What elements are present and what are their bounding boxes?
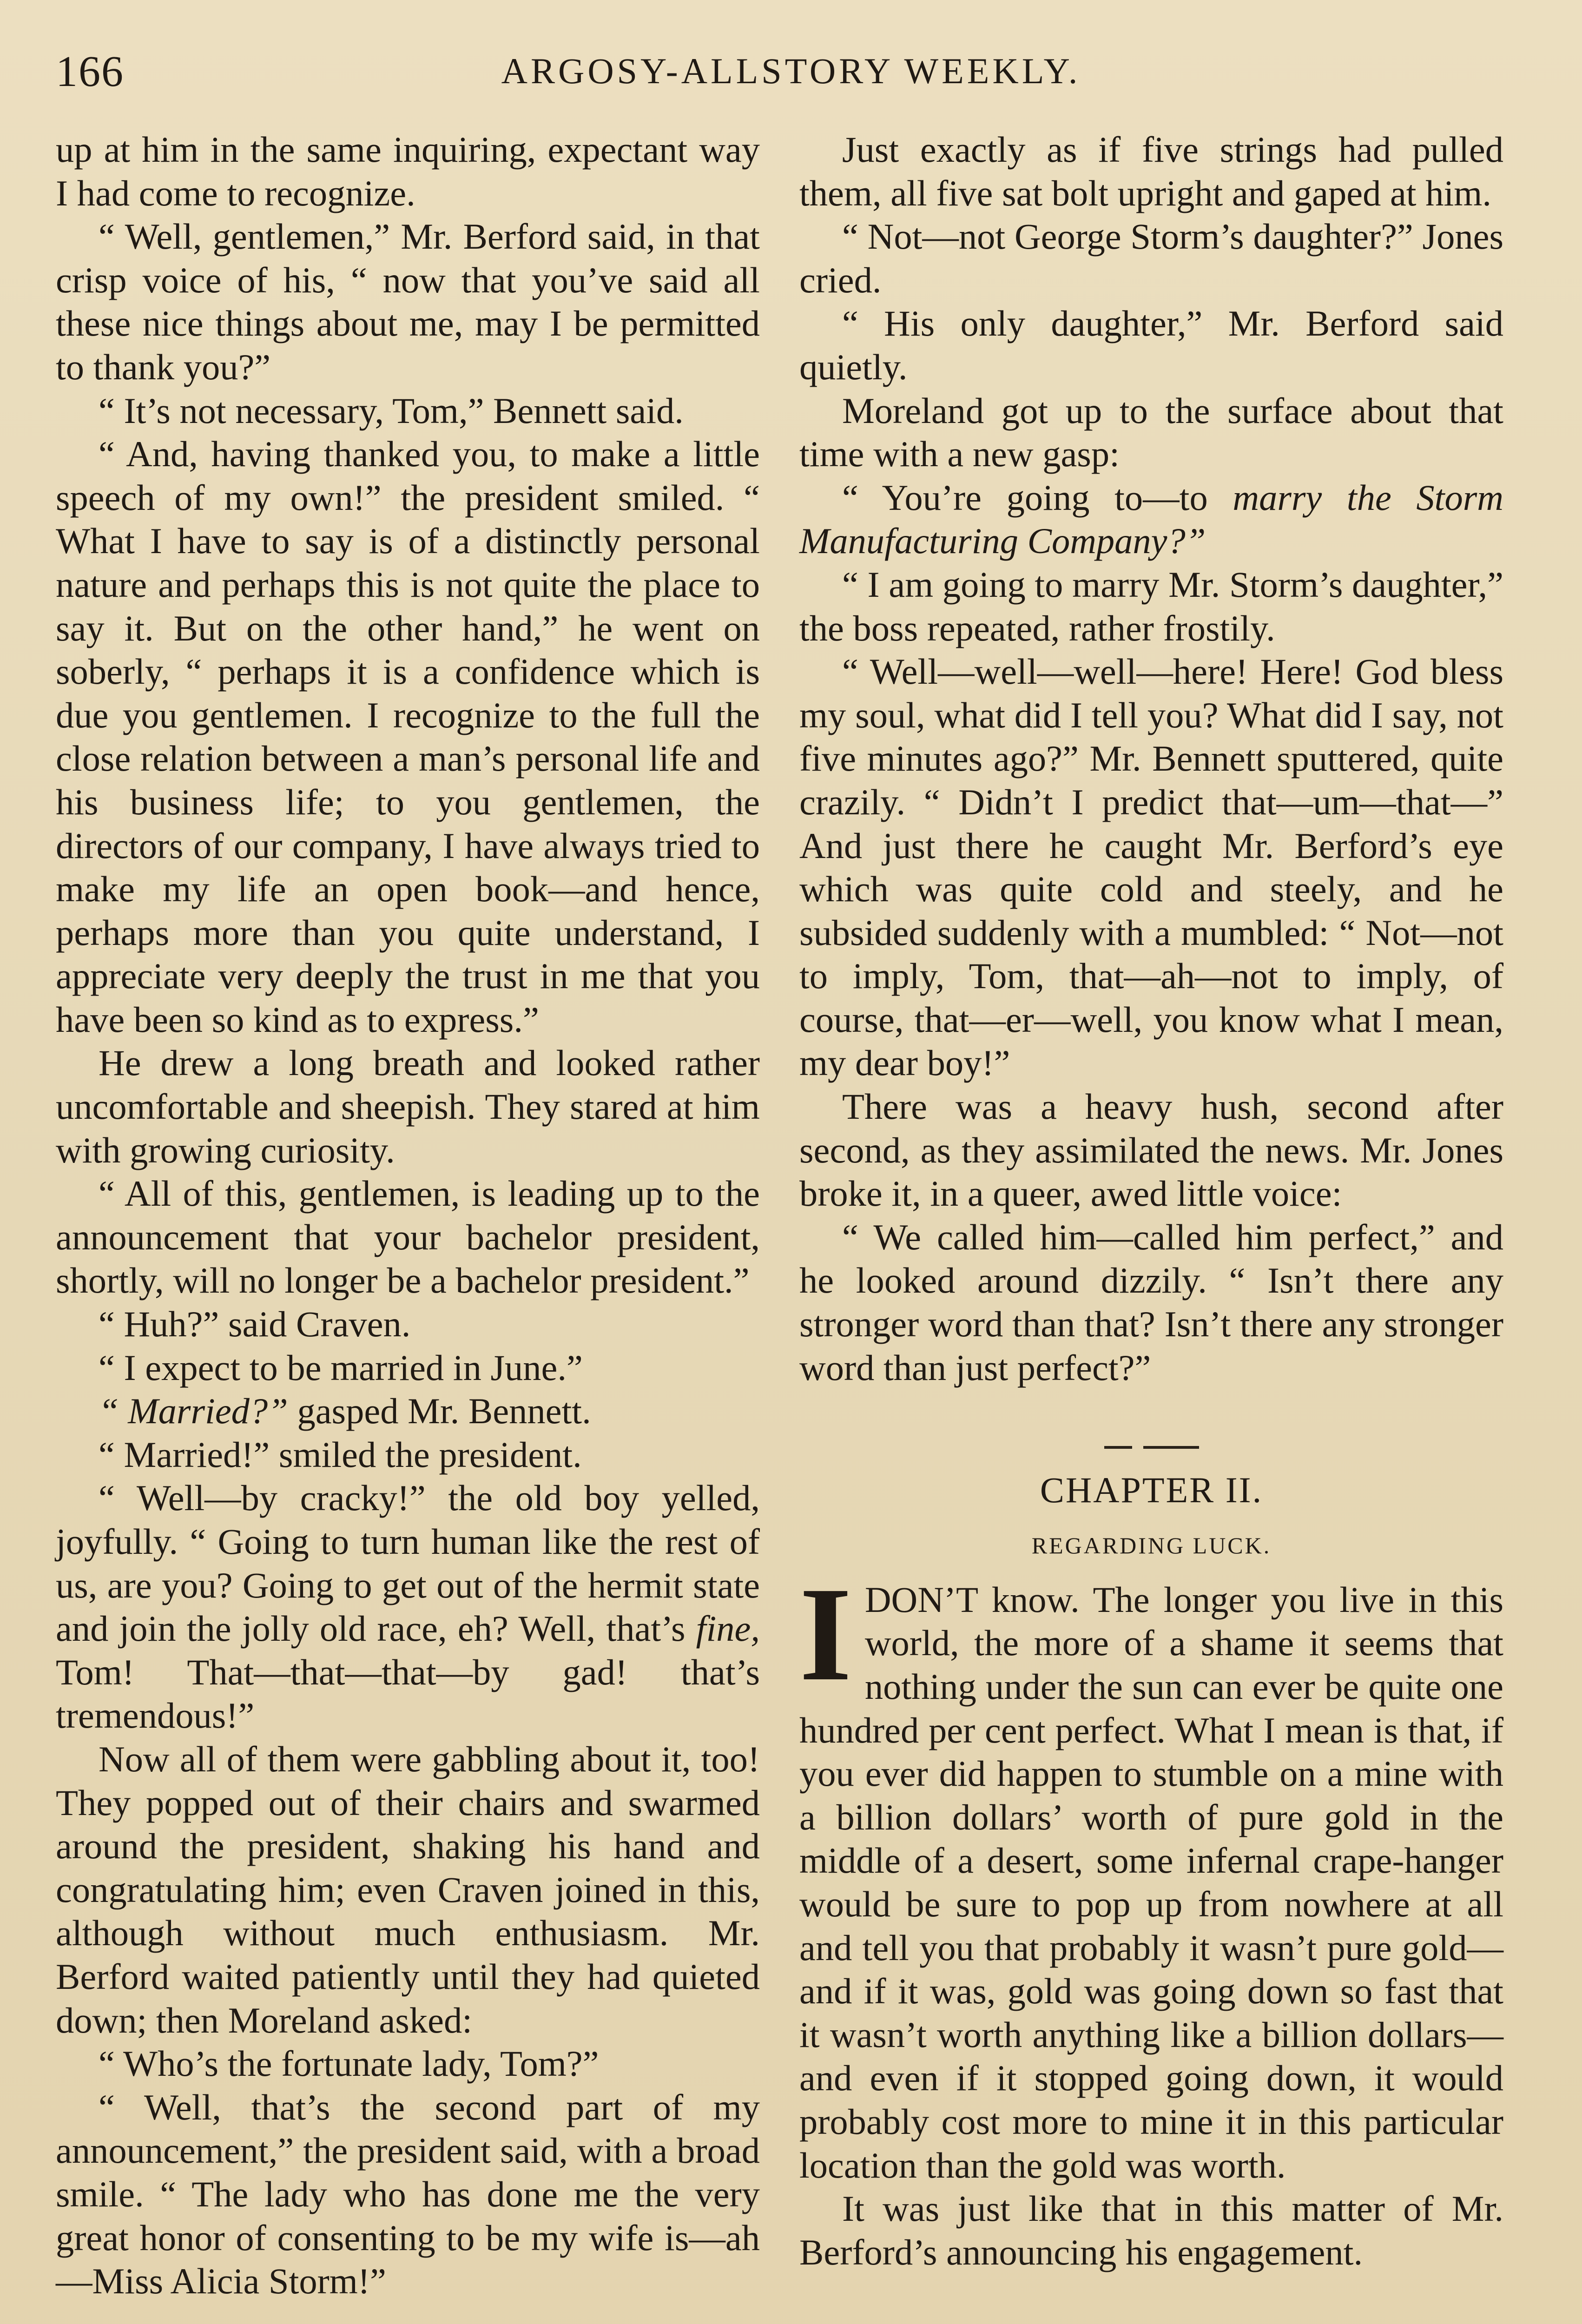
chapter-second-paragraph: It was just like that in this matter of Mr. Berford’s announcing his engagement. [799,2188,1503,2272]
chapter-subheading: REGARDING LUCK. [1031,1532,1272,1558]
right-paragraph: “ We called him—called him perfect,” and he looked around dizzily. “ Isn’t there any stronger word than that? Isn’t there any stronger word than just perfect?” [799,1216,1503,1388]
chapter-heading: CHAPTER II. [1040,1470,1263,1511]
right-column [799,128,1503,2324]
left-column [56,128,760,2324]
left-paragraph: “ Married?” gasped Mr. Bennett. [99,1391,591,1432]
section-divider [799,1422,1503,1431]
chapter-first-paragraph [799,1559,1503,2187]
left-paragraph: He drew a long breath and looked rather uncomfortable and sheepish. They stared at him with growing curiosity. [56,1043,760,1170]
left-paragraph: “ Who’s the fortunate lady, Tom?” [99,2043,599,2084]
right-column-story-text [799,128,1503,1389]
page-number: 166 [56,47,124,96]
right-paragraph: “ Not—not George Storm’s daughter?” Jones cried. [799,216,1503,300]
right-paragraph: “ I am going to marry Mr. Storm’s daughter,” the boss repeated, rather frostily. [799,564,1503,648]
chapter-first-paragraph-text: DON’T know. The longer you live in this world, the more of a shame it seems that nothing under the sun can ever be quite one hundred per cent perfect. What I mean is that, if you ever did happen to stumble on a mine with a billion dollars’ worth of pure gold in the middle of a desert, some infernal crape-hanger would be sure to pop up from nowhere at all and tell you that probably it wasn’t pure gold—and if it was, gold was going down so fast that it wasn’t worth anything like a billion dollars—and even if it stopped going down, it would probably cost more to mine it in this particular location than the gold was worth. [799,1579,1503,2185]
right-paragraph: “ Well—well—well—here! Here! God bless my soul, what did I tell you? What did I say, not five minutes ago?” Mr. Bennett sputtered, quite crazily. “ Didn’t I predict that—um—that—” And just there he caught Mr. Berford’s eye which was quite cold and steely, and he subsided suddenly with a mumbled: “ Not—not to imply, Tom, that—ah—not to imply, of course, that—er—well, you know what I mean, my dear boy!” [799,651,1503,1083]
left-paragraph: “ Huh?” said Craven. [99,1304,411,1345]
left-paragraph: “ Well—by cracky!” the old boy yelled, joyfully. “ Going to turn human like the rest of us, are you? Going to get out of the hermit state and join the jolly old race, eh? Well, that’s fine, Tom! That—that—that—by gad! that’s tremendous!” [56,1478,760,1736]
left-paragraph: “ All of this, gentlemen, is leading up to the announcement that your bachelor president, shortly, will no longer be a bachelor president.” [56,1173,760,1301]
left-paragraph: up at him in the same inquiring, expectant way I had come to recognize. [56,129,760,213]
left-paragraph: Now all of them were gabbling about it, too! They popped out of their chairs and swarmed around the president, shaking his hand and congratulating him; even Craven joined in this, although without much enthusiasm. Mr. Berford waited patiently until they had quieted down; then Moreland asked: [56,1738,760,2040]
drop-cap: I [799,1559,852,1709]
left-paragraph: “ Well, that’s the second part of my announcement,” the president said, with a broad smile. “ The lady who has done me the very great honor of consenting to be my wife is—ah—Miss Alicia Storm!” [56,2086,760,2302]
left-paragraph: “ It’s not necessary, Tom,” Bennett said. [99,390,684,431]
right-paragraph: Moreland got up to the surface about that time with a new gasp: [799,390,1503,475]
right-paragraph: “ His only daughter,” Mr. Berford said quietly. [799,303,1503,387]
running-title: ARGOSY-ALLSTORY WEEKLY. [501,51,1081,91]
right-paragraph: “ You’re going to—to marry the Storm Manufacturing Company?” [799,477,1503,561]
right-paragraph: Just exactly as if five strings had pulled them, all five sat bolt upright and gaped at him. [799,129,1503,213]
right-paragraph: There was a heavy hush, second after second, as they assimilated the news. Mr. Jones broke it, in a queer, awed little voice: [799,1086,1503,1214]
left-paragraph: “ I expect to be married in June.” [99,1347,583,1388]
left-paragraph: “ And, having thanked you, to make a little speech of my own!” the president smiled. “ What I have to say is of a distinctly personal nature and perhaps this is not quite the place to say it. But on the other hand,” he went on soberly, “ perhaps it is a confidence which is due you gentlemen. I recognize to the full the close relation between a man’s personal life and his business life; to you gentlemen, the directors of our company, I have always tried to make my life an open book—and hence, perhaps more than you quite understand, I appreciate very deeply the trust in me that you have been so kind as to express.” [56,434,760,1040]
left-paragraph: “ Married!” smiled the president. [99,1434,582,1475]
left-paragraph: “ Well, gentlemen,” Mr. Berford said, in that crisp voice of his, “ now that you’ve said all these nice things about me, may I be permitted to thank you?” [56,216,760,387]
page-header [0,37,1582,107]
